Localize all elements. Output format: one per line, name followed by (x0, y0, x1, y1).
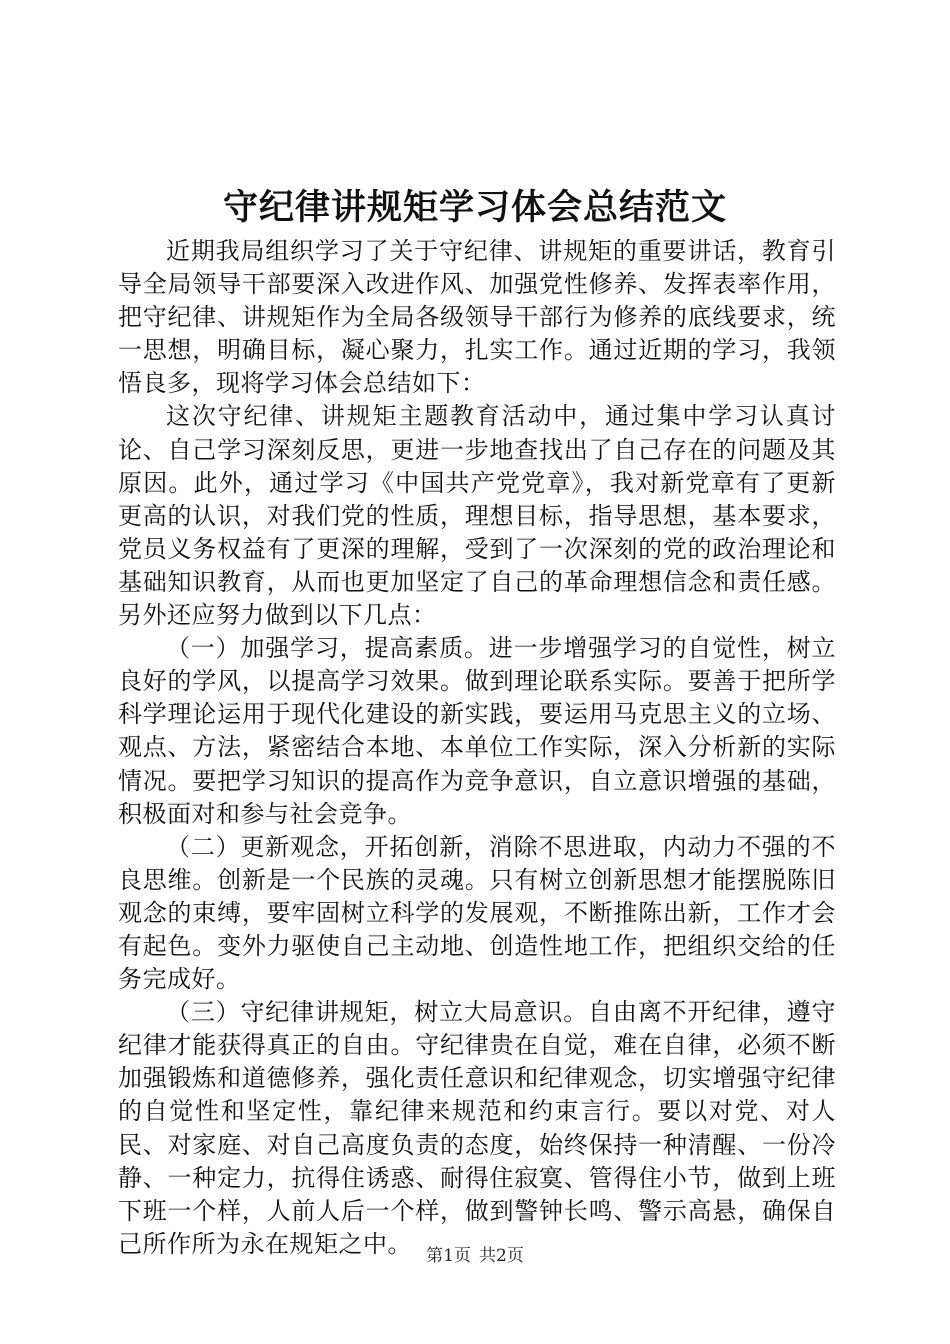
page-footer (0, 1244, 950, 1268)
paragraph-point-two: （二）更新观念，开拓创新，消除不思进取，内动力不强的不良思维。创新是一个民族的灵魂。只有树立创新思想才能摆脱陈旧观念的束缚，要牢固树立科学的发展观，不断推陈出新，工作才会有起色。变外力驱使自己主动地、创造性地工作，把组织交给的任务完成好。 (118, 832, 836, 994)
paragraph-point-three: （三）守纪律讲规矩，树立大局意识。自由离不开纪律，遵守纪律才能获得真正的自由。守纪律贵在自觉，难在自律，必须不断加强锻炼和道德修养，强化责任意识和纪律观念，切实增强守纪律的自觉性和坚定性，靠纪律来规范和约束言行。要以对党、对人民、对家庭、对自己高度负责的态度，始终保持一种清醒、一份冷静、一种定力，抗得住诱惑、耐得住寂寞、管得住小节，做到上班下班一个样，人前人后一个样，做到警钟长鸣、警示高悬，确保自己所作所为永在规矩之中。 (118, 998, 836, 1258)
document-body (118, 235, 836, 1261)
page-number: 第1页 (426, 1246, 471, 1266)
paragraph-intro: 近期我局组织学习了关于守纪律、讲规矩的重要讲话，教育引导全局领导干部要深入改进作风、加强党性修养、发挥表率作用，把守纪律、讲规矩作为全局各级领导干部行为修养的底线要求，统一思想，明确目标，凝心聚力，扎实工作。通过近期的学习，我领悟良多，现将学习体会总结如下： (118, 237, 836, 398)
paragraph-point-one: （一）加强学习，提高素质。进一步增强学习的自觉性，树立良好的学风，以提高学习效果。做到理论联系实际。要善于把所学科学理论运用于现代化建设的新实践，要运用马克思主义的立场、观点、方法，紧密结合本地、本单位工作实际，深入分析新的实际情况。要把学习知识的提高作为竞争意识，自立意识增强的基础，积极面对和参与社会竞争。 (118, 634, 836, 828)
document-title: 守纪律讲规矩学习体会总结范文 (222, 187, 727, 228)
paragraph-reflection: 这次守纪律、讲规矩主题教育活动中，通过集中学习认真讨论、自己学习深刻反思，更进一步地查找出了自己存在的问题及其原因。此外，通过学习《中国共产党党章》，我对新党章有了更新更高的认识，对我们党的性质，理想目标，指导思想，基本要求，党员义务权益有了更深的理解，受到了一次深刻的党的政治理论和基础知识教育，从而也更加坚定了自己的革命理想信念和责任感。另外还应努力做到以下几点： (118, 402, 836, 630)
page-count: 共2页 (479, 1246, 524, 1266)
